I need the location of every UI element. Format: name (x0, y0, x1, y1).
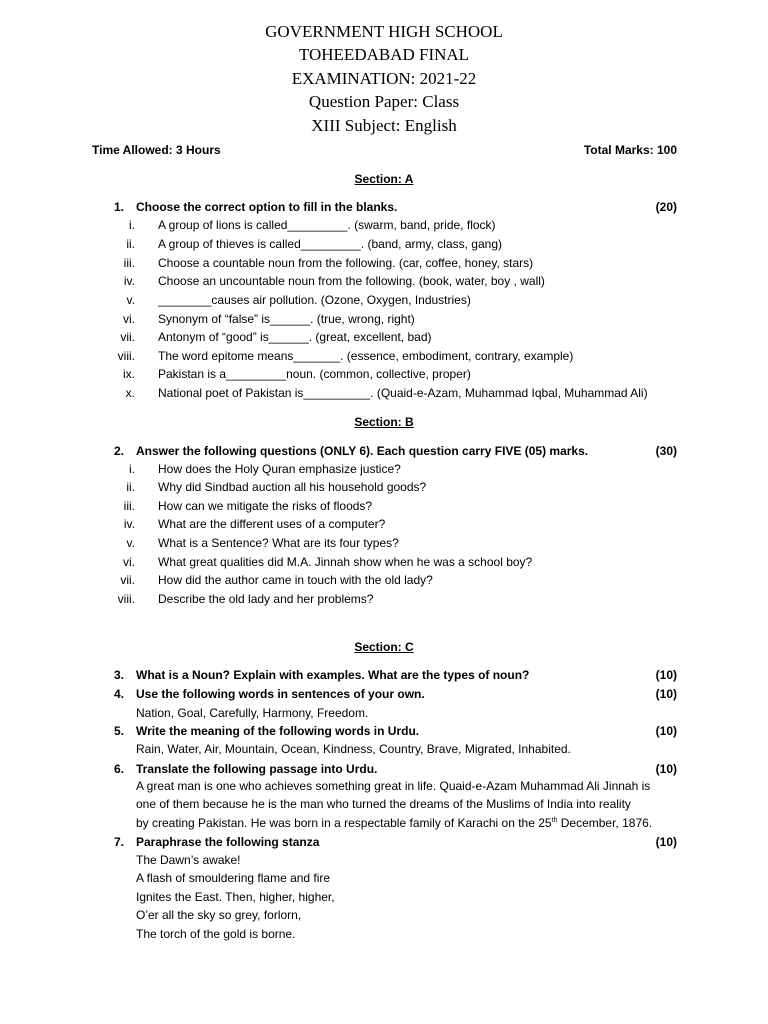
question-text: What is a Noun? Explain with examples. What are the types of noun? (136, 668, 530, 682)
question-marks: (10) (655, 762, 677, 776)
stanza-line: Ignites the East. Then, higher, higher, (136, 890, 335, 904)
exam-header (0, 20, 768, 137)
time-allowed: Time Allowed: 3 Hours (92, 143, 221, 157)
item-number: i. (129, 462, 135, 476)
question-text: Choose the correct option to fill in the blanks. (136, 200, 398, 214)
item-text: A group of lions is called_________. (swarm, band, pride, flock) (158, 218, 496, 232)
question-body: Nation, Goal, Carefully, Harmony, Freedom. (136, 706, 369, 720)
question-text: Answer the following questions (ONLY 6). Each question carry FIVE (05) marks. (136, 444, 589, 458)
item-text: Pakistan is a_________noun. (common, collective, proper) (158, 367, 471, 381)
question-number: 5. (113, 724, 124, 738)
question-number: 1. (113, 200, 124, 214)
item-text: The word epitome means_______. (essence, embodiment, contrary, example) (158, 349, 574, 363)
item-number: ix. (123, 367, 135, 381)
item-number: ii. (126, 480, 135, 494)
item-number: vi. (123, 555, 135, 569)
item-text: ________causes air pollution. (Ozone, Oxygen, Industries) (158, 293, 471, 307)
passage-text: December, 1876. (557, 816, 653, 830)
question-marks: (20) (655, 200, 677, 214)
question-number: 7. (113, 835, 124, 849)
question-text: Write the meaning of the following words in Urdu. (136, 724, 420, 738)
stanza-line: A flash of smouldering flame and fire (136, 871, 331, 885)
passage-line: A great man is one who achieves something great in life. Quaid-e-Azam Muhammad Ali Jinnah is (136, 779, 651, 793)
item-text: Choose a countable noun from the following. (car, coffee, honey, stars) (158, 256, 534, 270)
item-number: x. (125, 386, 135, 400)
item-text: How does the Holy Quran emphasize justice? (158, 462, 401, 476)
item-text: What great qualities did M.A. Jinnah show when he was a school boy? (158, 555, 533, 569)
section-c-title: Section: C (354, 640, 414, 654)
item-text: Choose an uncountable noun from the following. (book, water, boy , wall) (158, 274, 545, 288)
header-line-school: GOVERNMENT HIGH SCHOOL (265, 22, 503, 41)
item-number: vi. (123, 312, 135, 326)
question-marks: (10) (655, 668, 677, 682)
item-number: viii. (117, 592, 135, 606)
total-marks: Total Marks: 100 (583, 143, 677, 157)
question-number: 4. (113, 687, 124, 701)
question-text: Paraphrase the following stanza (136, 835, 320, 849)
item-number: iii. (123, 256, 135, 270)
passage-line (136, 816, 652, 830)
question-number: 6. (113, 762, 124, 776)
item-text: Antonym of “good” is______. (great, excellent, bad) (158, 330, 432, 344)
header-line-subject: XIII Subject: English (311, 115, 457, 135)
item-text: Describe the old lady and her problems? (158, 592, 374, 606)
item-number: ii. (126, 237, 135, 251)
passage-text: by creating Pakistan. He was born in a respectable family of Karachi on the 25 (136, 816, 552, 830)
item-number: v. (126, 293, 135, 307)
item-number: viii. (117, 349, 135, 363)
item-number: v. (126, 536, 135, 550)
item-text: How can we mitigate the risks of floods? (158, 499, 373, 513)
header-line-exam: EXAMINATION: 2021-22 (291, 68, 477, 88)
item-number: iv. (123, 517, 135, 531)
question-number: 3. (113, 668, 124, 682)
item-text: Why did Sindbad auction all his household goods? (158, 480, 427, 494)
item-text: National poet of Pakistan is__________. (Quaid-e-Azam, Muhammad Iqbal, Muhammad Ali) (158, 386, 648, 400)
item-text: A group of thieves is called_________. (band, army, class, gang) (158, 237, 502, 251)
section-b-title: Section: B (354, 415, 414, 429)
header-line-paper: Question Paper: Class (308, 92, 460, 112)
item-number: i. (129, 218, 135, 232)
question-marks: (10) (655, 687, 677, 701)
question-number: 2. (113, 444, 124, 458)
item-number: iii. (123, 499, 135, 513)
question-marks: (30) (655, 444, 677, 458)
question-body: Rain, Water, Air, Mountain, Ocean, Kindness, Country, Brave, Migrated, Inhabited. (136, 742, 571, 756)
question-text: Translate the following passage into Urdu. (136, 762, 378, 776)
stanza-line: The Dawn’s awake! (136, 853, 241, 867)
section-a-title: Section: A (354, 172, 414, 186)
item-number: vii. (120, 573, 135, 587)
question-marks: (10) (655, 835, 677, 849)
stanza-line: O’er all the sky so grey, forlorn, (136, 908, 302, 922)
item-number: iv. (123, 274, 135, 288)
question-text: Use the following words in sentences of your own. (136, 687, 425, 701)
ordinal-suffix: th (551, 817, 558, 824)
item-text: What is a Sentence? What are its four types? (158, 536, 399, 550)
passage-line: one of them because he is the man who turned the dreams of the Muslims of India into reality (136, 797, 631, 811)
stanza-line: The torch of the gold is borne. (136, 927, 296, 941)
item-number: vii. (120, 330, 135, 344)
item-text: How did the author came in touch with the old lady? (158, 573, 433, 587)
item-text: Synonym of “false” is______. (true, wrong, right) (158, 312, 415, 326)
question-marks: (10) (655, 724, 677, 738)
item-text: What are the different uses of a computer? (158, 517, 386, 531)
header-line-location: TOHEEDABAD FINAL (298, 45, 470, 65)
